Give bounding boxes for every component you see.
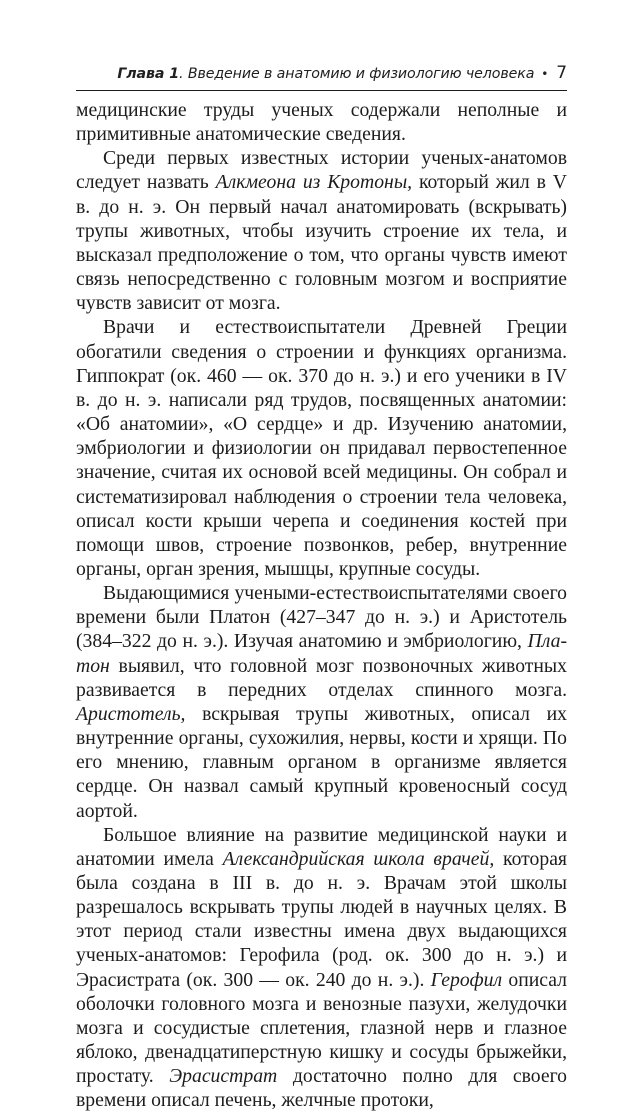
text-run: описал оболочки головного мозга и венозные пазухи, желудочки мозга и сосудистые сплетения, глазной нерв и глазное яблоко, двенадцатиперстную кишку и сосуды брыжейки, простату. bbox=[76, 968, 567, 1088]
paragraph bbox=[76, 98, 567, 146]
italic-term: Алкмеона из Кротоны, bbox=[215, 171, 413, 194]
italic-term: Платон bbox=[76, 630, 567, 677]
paragraph bbox=[76, 581, 567, 823]
paragraph bbox=[76, 315, 567, 581]
paragraph bbox=[76, 823, 567, 1113]
text-run: вскрывая трупы животных, описал их внутренние органы, сухожилия, нервы, кости и хрящи. По его мнению, главным органом в организме является сердце. Он назвал самый крупный кровеносный сосуд аортой. bbox=[76, 702, 567, 822]
running-header bbox=[76, 62, 567, 84]
text-run: Выдающимися учеными-естествоиспытателями своего времени были Платон (427–347 до н. э.) и Аристотель (384–322 до н. э.). Изучая анатомию и эмбриологию, bbox=[76, 582, 567, 653]
text-run: Большое влияние на развитие медицинской науки и анатомии имела bbox=[76, 823, 567, 870]
text-run: который жил в V в. до н. э. Он первый начал анатомировать (вскрывать) трупы животных, чтобы изучить строение их тела, и высказал предположение о том, что органы чувств имеют связь непосредственно с головным мозгом и восприятие чувств зависит от мозга. bbox=[76, 171, 567, 315]
italic-term: Аристотель, bbox=[76, 702, 186, 725]
text-run: достаточно полно для своего времени описал печень, желчные протоки, bbox=[76, 1065, 567, 1112]
body-text bbox=[76, 98, 567, 1113]
chapter-name: . Введение в анатомию и физиологию человека bbox=[179, 66, 535, 82]
paragraph bbox=[76, 146, 567, 315]
page-number: 7 bbox=[556, 63, 567, 83]
text-run: медицинские труды ученых содержали неполные и примитивные анатомические сведения. bbox=[76, 99, 567, 146]
book-page bbox=[76, 62, 567, 1113]
italic-term: Эрасистрат bbox=[169, 1065, 278, 1088]
header-rule bbox=[76, 90, 567, 91]
italic-term: Александрийская школа врачей, bbox=[222, 847, 495, 870]
chapter-label: Глава 1 bbox=[117, 66, 179, 82]
text-run: которая была создана в III в. до н. э. Врачам этой школы разрешалось вскрывать трупы людей в научных целях. В этот период стали известны имена двух выдающихся ученых-анатомов: Герофила (род. ок. 300 до н. э.) и Эрасистрата (ок. 300 — ок. 240 до н. э.). bbox=[76, 847, 567, 991]
bullet-separator: • bbox=[541, 67, 549, 81]
text-run: Врачи и естествоиспытатели Древней Греции обогатили сведения о строении и функциях организма. Гиппократ (ок. 460 — ок. 370 до н. э.) и его ученики в IV в. до н. э. написали ряд трудов, посвященных анатомии: «Об анатомии», «О сердце» и др. Изучению анатомии, эмбриологии и физиологии он придавал первостепенное значение, считая их основой всей медицины. Он собрал и систематизировал наблюдения о строении тела человека, описал кости крыши черепа и соединения костей при помощи швов, строение позвонков, ребер, внутренние органы, орган зрения, мышцы, крупные сосуды. bbox=[76, 316, 567, 580]
chapter-title bbox=[117, 63, 534, 85]
text-run: выявил, что головной мозг позвоночных животных развивается в передних отделах спинного мозга. bbox=[76, 654, 567, 701]
italic-term: Герофил bbox=[430, 968, 503, 991]
text-run: Среди первых известных истории ученых-анатомов следует назвать bbox=[76, 147, 567, 194]
